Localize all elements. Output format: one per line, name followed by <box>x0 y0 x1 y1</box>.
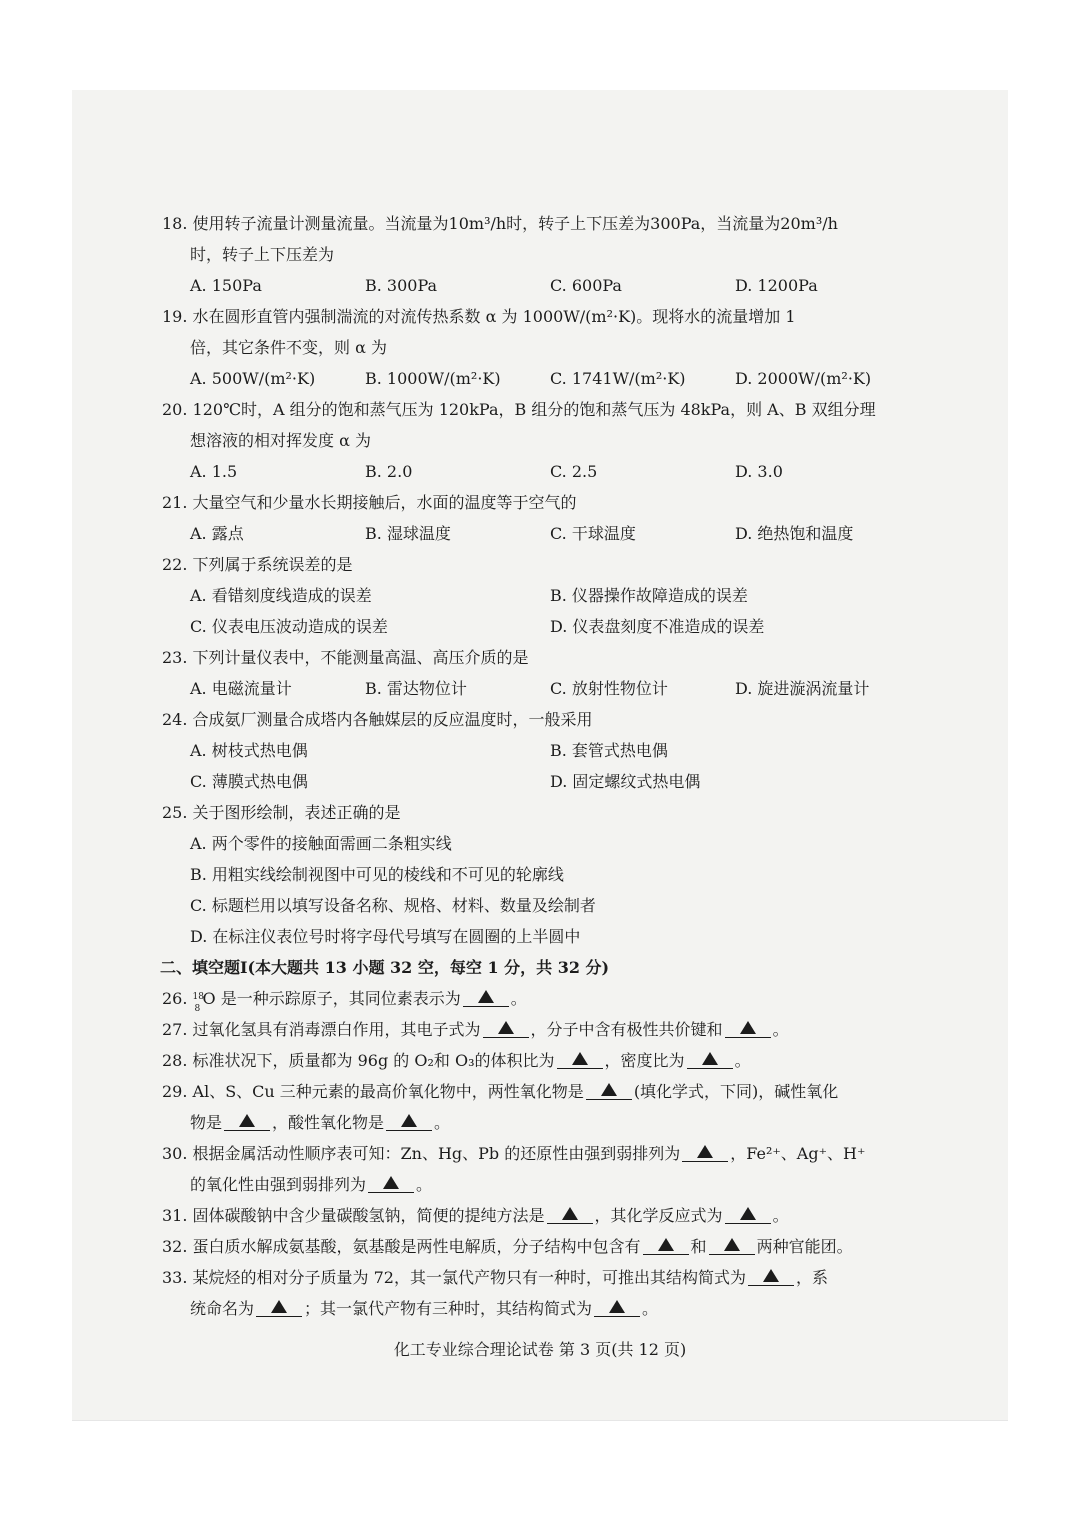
blank-marker[interactable] <box>386 1112 432 1131</box>
blank-marker[interactable] <box>709 1236 755 1255</box>
q28 <box>162 1050 751 1072</box>
q33-text-3: 统命名为 <box>190 1299 255 1318</box>
q30-text-2: ，Fe²⁺、Ag⁺、H⁺ <box>730 1144 866 1163</box>
q33-text-4: ；其一氯代产物有三种时，其结构简式为 <box>304 1299 593 1318</box>
q19-option-c: C. 1741W/(m²·K) <box>550 369 686 388</box>
blank-marker[interactable] <box>725 1019 771 1038</box>
q20-option-a: A. 1.5 <box>190 462 238 481</box>
q18-stem-cont: 时，转子上下压差为 <box>190 245 335 264</box>
q29-text: 29. Al、S、Cu 三种元素的最高价氧化物中，两性氧化物是 <box>162 1082 584 1101</box>
q25-stem: 25. 关于图形绘制，表述正确的是 <box>162 803 401 822</box>
q20-stem-cont: 想溶液的相对挥发度 α 为 <box>190 431 371 450</box>
q21-option-b: B. 湿球温度 <box>365 524 451 543</box>
q29-text-2: (填化学式，下同)，碱性氧化 <box>633 1082 839 1101</box>
q26-end: 。 <box>510 989 527 1008</box>
q33-text-2: ，系 <box>795 1268 828 1287</box>
q24-option-b: B. 套管式热电偶 <box>550 741 668 760</box>
q19-stem: 19. 水在圆形直管内强制湍流的对流传热系数 α 为 1000W/(m²·K)。现将水的流量增加 1 <box>162 307 796 326</box>
q30-text: 30. 根据金属活动性顺序表可知：Zn、Hg、Pb 的还原性由强到弱排列为 <box>162 1144 681 1163</box>
q25-option-d: D. 在标注仪表位号时将字母代号填写在圆圈的上半圆中 <box>190 927 581 946</box>
blank-marker[interactable] <box>256 1298 302 1317</box>
q25-option-c: C. 标题栏用以填写设备名称、规格、材料、数量及绘制者 <box>190 896 596 915</box>
q29-cont <box>190 1112 450 1134</box>
blank-marker[interactable] <box>586 1081 632 1100</box>
q33 <box>162 1267 828 1289</box>
blank-marker[interactable] <box>594 1298 640 1317</box>
q21-option-c: C. 干球温度 <box>550 524 636 543</box>
q19-option-a: A. 500W/(m²·K) <box>190 369 316 388</box>
blank-marker[interactable] <box>687 1050 733 1069</box>
isotope-mass: 18 <box>192 992 204 1002</box>
blank-marker[interactable] <box>557 1050 603 1069</box>
q30-text-3: 的氧化性由强到弱排列为 <box>190 1175 367 1194</box>
q29-text-4: ，酸性氧化物是 <box>272 1113 385 1132</box>
q20-option-c: C. 2.5 <box>550 462 598 481</box>
q30-end: 。 <box>416 1175 433 1194</box>
q23-option-c: C. 放射性物位计 <box>550 679 668 698</box>
q27-end: 。 <box>772 1020 789 1039</box>
blank-marker[interactable] <box>368 1174 414 1193</box>
q18-option-a: A. 150Pa <box>190 276 262 295</box>
q27-text-2: ，分子中含有极性共价键和 <box>530 1020 723 1039</box>
isotope-number: 8 <box>194 1004 201 1014</box>
q18-stem: 18. 使用转子流量计测量流量。当流量为10m³/h时，转子上下压差为300Pa，当流量为20m³/h <box>162 214 838 233</box>
blank-marker[interactable] <box>725 1205 771 1224</box>
q31-text: 31. 固体碳酸钠中含少量碳酸氢钠，简便的提纯方法是 <box>162 1206 545 1225</box>
q28-text-2: ，密度比为 <box>604 1051 685 1070</box>
q18-option-d: D. 1200Pa <box>735 276 818 295</box>
q25-option-a: A. 两个零件的接触面需画二条粗实线 <box>190 834 452 853</box>
q32-text-2: 和 <box>690 1237 707 1256</box>
q22-option-a: A. 看错刻度线造成的误差 <box>190 586 372 605</box>
q33-text: 33. 某烷烃的相对分子质量为 72，其一氯代产物只有一种时，可推出其结构简式为 <box>162 1268 746 1287</box>
blank-marker[interactable] <box>748 1267 794 1286</box>
q18-option-c: C. 600Pa <box>550 276 622 295</box>
q31-end: 。 <box>772 1206 789 1225</box>
q32-text: 32. 蛋白质水解成氨基酸，氨基酸是两性电解质，分子结构中包含有 <box>162 1237 641 1256</box>
q26-prefix: 26. <box>162 989 193 1008</box>
blank-marker[interactable] <box>483 1019 529 1038</box>
q28-end: 。 <box>734 1051 751 1070</box>
q29-text-3: 物是 <box>190 1113 223 1132</box>
q29 <box>162 1081 838 1103</box>
q25-option-b: B. 用粗实线绘制视图中可见的棱线和不可见的轮廓线 <box>190 865 564 884</box>
q22-stem: 22. 下列属于系统误差的是 <box>162 555 353 574</box>
q23-option-a: A. 电磁流量计 <box>190 679 292 698</box>
q32-end: 两种官能团。 <box>756 1237 853 1256</box>
q22-option-c: C. 仪表电压波动造成的误差 <box>190 617 388 636</box>
q22-option-b: B. 仪器操作故障造成的误差 <box>550 586 748 605</box>
q27 <box>162 1019 789 1041</box>
blank-marker[interactable] <box>682 1143 728 1162</box>
q21-option-a: A. 露点 <box>190 524 244 543</box>
q20-stem: 20. 120℃时，A 组分的饱和蒸气压为 120kPa，B 组分的饱和蒸气压为 48kPa，则 A、B 双组分理 <box>162 400 876 419</box>
q21-option-d: D. 绝热饱和温度 <box>735 524 854 543</box>
q27-text: 27. 过氧化氢具有消毒漂白作用，其电子式为 <box>162 1020 481 1039</box>
q21-stem: 21. 大量空气和少量水长期接触后，水面的温度等于空气的 <box>162 493 577 512</box>
q24-option-a: A. 树枝式热电偶 <box>190 741 308 760</box>
blank-marker[interactable] <box>643 1236 689 1255</box>
q24-stem: 24. 合成氨厂测量合成塔内各触媒层的反应温度时，一般采用 <box>162 710 593 729</box>
q32 <box>162 1236 853 1258</box>
q24-option-d: D. 固定螺纹式热电偶 <box>550 772 701 791</box>
q19-option-b: B. 1000W/(m²·K) <box>365 369 501 388</box>
q31-text-2: ，其化学反应式为 <box>594 1206 723 1225</box>
q33-cont <box>190 1298 658 1320</box>
q26 <box>162 988 527 1014</box>
q29-end: 。 <box>434 1113 451 1132</box>
q30 <box>162 1143 865 1165</box>
blank-marker[interactable] <box>463 988 509 1007</box>
blank-marker[interactable] <box>547 1205 593 1224</box>
q31 <box>162 1205 789 1227</box>
page-footer: 化工专业综合理论试卷 第 3 页(共 12 页) <box>393 1340 687 1359</box>
q28-text: 28. 标准状况下，质量都为 96g 的 O₂和 O₃的体积比为 <box>162 1051 555 1070</box>
isotope-notation <box>192 988 204 1014</box>
q20-option-d: D. 3.0 <box>735 462 783 481</box>
divider <box>72 1420 1008 1421</box>
q19-stem-cont: 倍，其它条件不变，则 α 为 <box>190 338 387 357</box>
q23-stem: 23. 下列计量仪表中，不能测量高温、高压介质的是 <box>162 648 529 667</box>
blank-marker[interactable] <box>224 1112 270 1131</box>
q30-cont <box>190 1174 432 1196</box>
q23-option-b: B. 雷达物位计 <box>365 679 467 698</box>
q24-option-c: C. 薄膜式热电偶 <box>190 772 308 791</box>
section-heading: 二、填空题Ⅰ(本大题共 13 小题 32 空，每空 1 分，共 32 分) <box>160 958 610 977</box>
q18-option-b: B. 300Pa <box>365 276 438 295</box>
q33-end: 。 <box>642 1299 659 1318</box>
q19-option-d: D. 2000W/(m²·K) <box>735 369 872 388</box>
q22-option-d: D. 仪表盘刻度不准造成的误差 <box>550 617 765 636</box>
q26-text: O 是一种示踪原子，其同位素表示为 <box>202 989 461 1008</box>
q20-option-b: B. 2.0 <box>365 462 413 481</box>
q23-option-d: D. 旋进漩涡流量计 <box>735 679 870 698</box>
